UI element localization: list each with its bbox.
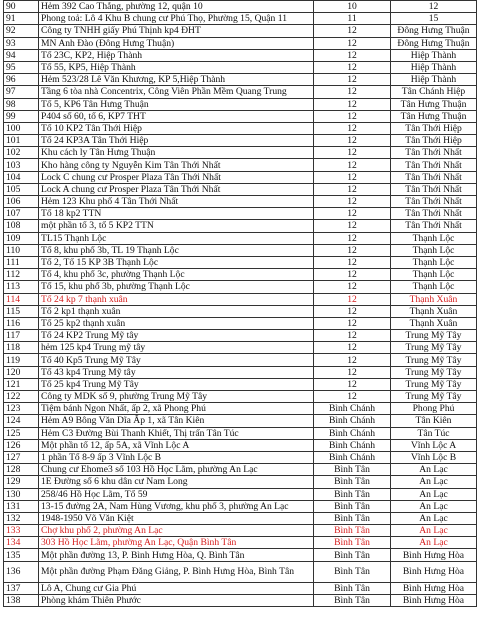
table-row xyxy=(4,147,477,159)
table-row xyxy=(4,1,477,13)
row-number: 107 xyxy=(4,208,39,220)
table-row xyxy=(4,354,477,366)
row-address: Tổ 24 KP3A Tân Thới Hiệp xyxy=(39,135,314,147)
row-number: 110 xyxy=(4,244,39,256)
row-number: 103 xyxy=(4,159,39,171)
row-address: hẻm 125 kp4 Trung mỹ tây xyxy=(39,342,314,354)
row-number: 130 xyxy=(4,488,39,500)
row-ward: Thạnh Lộc xyxy=(391,281,477,293)
table-row xyxy=(4,549,477,561)
table-row xyxy=(4,293,477,305)
row-address: Lock C chung cư Prosper Plaza Tân Thới Nhất xyxy=(39,171,314,183)
row-number: 112 xyxy=(4,269,39,281)
row-number: 121 xyxy=(4,378,39,390)
row-number: 133 xyxy=(4,525,39,537)
row-district: 12 xyxy=(314,220,391,232)
row-ward: Tân Thới Nhất xyxy=(391,220,477,232)
row-number: 96 xyxy=(4,74,39,86)
row-address: Công ty TNHH giấy Phú Thịnh kp4 ĐHT xyxy=(39,25,314,37)
row-district: 12 xyxy=(314,159,391,171)
row-address: P404 số 60, tổ 6, KP7 THT xyxy=(39,110,314,122)
row-number: 104 xyxy=(4,171,39,183)
row-number: 132 xyxy=(4,512,39,524)
row-ward: Thạnh Lộc xyxy=(391,256,477,268)
row-ward: Tân Hưng Thuận xyxy=(391,98,477,110)
table-row xyxy=(4,305,477,317)
row-number: 126 xyxy=(4,439,39,451)
table-row xyxy=(4,159,477,171)
row-address: TL15 Thạnh Lộc xyxy=(39,232,314,244)
row-address: 303 Hồ Học Lãm, phường An Lạc, Quận Bình Tân xyxy=(39,537,314,549)
row-ward: Tân Thới Nhất xyxy=(391,171,477,183)
row-number: 100 xyxy=(4,122,39,134)
row-district: Bình Tân xyxy=(314,488,391,500)
row-district: 12 xyxy=(314,281,391,293)
row-address: 13-15 đường 2A, Nam Hùng Vương, khu phố 3, phường An Lạc xyxy=(39,500,314,512)
row-district: Bình Tân xyxy=(314,537,391,549)
row-address: 1948-1950 Võ Văn Kiệt xyxy=(39,512,314,524)
row-district: Bình Chánh xyxy=(314,439,391,451)
row-address: Hẻm 523/28 Lê Văn Khương, KP 5,Hiệp Thành xyxy=(39,74,314,86)
row-ward: Bình Hưng Hòa xyxy=(391,582,477,594)
row-address: Tổ 5, KP6 Tân Hưng Thuận xyxy=(39,98,314,110)
row-ward: An Lạc xyxy=(391,525,477,537)
row-number: 98 xyxy=(4,98,39,110)
row-number: 116 xyxy=(4,317,39,329)
row-district: 12 xyxy=(314,391,391,403)
row-ward: Tân Thới Nhất xyxy=(391,147,477,159)
location-table xyxy=(3,0,477,607)
row-district: 12 xyxy=(314,74,391,86)
row-ward: Vĩnh Lộc A xyxy=(391,439,477,451)
row-district: Bình Chánh xyxy=(314,451,391,463)
row-number: 91 xyxy=(4,13,39,25)
row-district: 12 xyxy=(314,378,391,390)
row-ward: Thạnh Xuân xyxy=(391,293,477,305)
table-row xyxy=(4,403,477,415)
row-address: Tổ 8, khu phố 3b, TL 19 Thạnh Lộc xyxy=(39,244,314,256)
row-number: 134 xyxy=(4,537,39,549)
row-ward: Thạnh Lộc xyxy=(391,269,477,281)
row-number: 99 xyxy=(4,110,39,122)
row-address: Tầng 6 tòa nhà Concentrix, Công Viên Phần Mềm Quang Trung xyxy=(39,86,314,98)
row-district: Bình Chánh xyxy=(314,415,391,427)
row-number: 94 xyxy=(4,49,39,61)
row-address: Tổ 15, khu phố 3b, phường Thạnh Lộc xyxy=(39,281,314,293)
row-address: Công ty MDK số 9, phường Trung Mỹ Tây xyxy=(39,391,314,403)
row-address: Tổ 43 kp4 Trung Mỹ tây xyxy=(39,366,314,378)
row-address: 1E Đường số 6 khu dân cư Nam Long xyxy=(39,476,314,488)
row-district: 12 xyxy=(314,208,391,220)
table-row xyxy=(4,537,477,549)
table-row xyxy=(4,500,477,512)
row-ward: Trung Mỹ Tây xyxy=(391,354,477,366)
row-district: 10 xyxy=(314,1,391,13)
row-ward: Thạnh Lộc xyxy=(391,244,477,256)
table-row xyxy=(4,525,477,537)
row-number: 102 xyxy=(4,147,39,159)
row-number: 105 xyxy=(4,183,39,195)
row-district: Bình Tân xyxy=(314,464,391,476)
table-row xyxy=(4,476,477,488)
row-district: 12 xyxy=(314,61,391,73)
row-address: 1 phần Tổ 8-9 ấp 3 Vĩnh Lộc B xyxy=(39,451,314,463)
row-ward: Tân Kiên xyxy=(391,415,477,427)
row-address: Tổ 18 kp2 TTN xyxy=(39,208,314,220)
row-ward: Bình Hưng Hòa xyxy=(391,549,477,561)
row-number: 125 xyxy=(4,427,39,439)
row-ward: Tân Thới Nhất xyxy=(391,183,477,195)
row-ward: Tân Hưng Thuận xyxy=(391,110,477,122)
row-ward: Hiệp Thành xyxy=(391,74,477,86)
row-ward: Tân Thới Nhất xyxy=(391,196,477,208)
table-row xyxy=(4,269,477,281)
table-row xyxy=(4,561,477,582)
row-address: Hẻm A9 Bông Văn Dĩa Ấp 1, xã Tân Kiên xyxy=(39,415,314,427)
row-ward: Tân Thới Nhất xyxy=(391,208,477,220)
row-address: Tổ 4, khu phố 3c, phường Thạnh Lộc xyxy=(39,269,314,281)
row-address: Tiệm bánh Ngon Nhất, ấp 2, xã Phong Phú xyxy=(39,403,314,415)
row-district: 12 xyxy=(314,293,391,305)
row-address: Tổ 23C, KP2, Hiệp Thành xyxy=(39,49,314,61)
row-ward: Hiệp Thành xyxy=(391,49,477,61)
row-address: Một phần tổ 12, ấp 5A, xã Vĩnh Lộc A xyxy=(39,439,314,451)
row-address: Chung cư Ehome3 số 103 Hồ Học Lãm, phường An Lạc xyxy=(39,464,314,476)
row-district: 12 xyxy=(314,110,391,122)
row-number: 131 xyxy=(4,500,39,512)
row-ward: 15 xyxy=(391,13,477,25)
row-ward: Hiệp Thành xyxy=(391,61,477,73)
row-ward: 12 xyxy=(391,1,477,13)
table-row xyxy=(4,110,477,122)
row-district: Bình Tân xyxy=(314,594,391,606)
row-ward: Tân Thới Nhất xyxy=(391,159,477,171)
row-number: 127 xyxy=(4,451,39,463)
row-district: Bình Chánh xyxy=(314,403,391,415)
row-address: MN Anh Đào (Đông Hưng Thuận) xyxy=(39,37,314,49)
table-row xyxy=(4,220,477,232)
row-ward: Trung Mỹ Tây xyxy=(391,330,477,342)
row-address: Hẻm C3 Đường Bùi Thanh Khiết, Thị trấn Tân Túc xyxy=(39,427,314,439)
row-ward: An Lạc xyxy=(391,488,477,500)
row-address: Một phần đường Phạm Đăng Giảng, P. Bình Hưng Hòa, Bình Tân xyxy=(39,561,314,582)
table-row xyxy=(4,330,477,342)
row-ward: Vĩnh Lộc B xyxy=(391,451,477,463)
row-address: Tổ 40 Kp5 Trung Mỹ Tây xyxy=(39,354,314,366)
row-ward: Đông Hưng Thuận xyxy=(391,25,477,37)
row-ward: Tân Chánh Hiệp xyxy=(391,86,477,98)
row-number: 101 xyxy=(4,135,39,147)
row-district: 12 xyxy=(314,183,391,195)
row-address: Kho hàng công ty Nguyễn Kim Tân Thới Nhất xyxy=(39,159,314,171)
row-district: 12 xyxy=(314,342,391,354)
row-number: 136 xyxy=(4,561,39,582)
row-district: Bình Tân xyxy=(314,582,391,594)
row-number: 118 xyxy=(4,342,39,354)
row-district: 12 xyxy=(314,122,391,134)
row-number: 129 xyxy=(4,476,39,488)
row-ward: Đông Hưng Thuận xyxy=(391,37,477,49)
row-number: 115 xyxy=(4,305,39,317)
row-number: 95 xyxy=(4,61,39,73)
row-number: 138 xyxy=(4,594,39,606)
table-row xyxy=(4,98,477,110)
table-row xyxy=(4,317,477,329)
row-district: 12 xyxy=(314,354,391,366)
table-row xyxy=(4,582,477,594)
table-row xyxy=(4,49,477,61)
table-row xyxy=(4,427,477,439)
row-district: 12 xyxy=(314,171,391,183)
row-ward: Tân Thới Hiệp xyxy=(391,122,477,134)
row-district: 12 xyxy=(314,269,391,281)
row-number: 122 xyxy=(4,391,39,403)
row-ward: Thạnh Xuân xyxy=(391,305,477,317)
row-ward: Bình Hưng Hòa xyxy=(391,561,477,582)
row-ward: Tân Túc xyxy=(391,427,477,439)
table-row xyxy=(4,244,477,256)
row-district: 11 xyxy=(314,13,391,25)
row-ward: Bình Hưng Hòa xyxy=(391,594,477,606)
row-district: 12 xyxy=(314,25,391,37)
row-address: Hẻm 123 Khu phố 4 Tân Thới Nhất xyxy=(39,196,314,208)
table-row xyxy=(4,25,477,37)
table-row xyxy=(4,196,477,208)
row-number: 90 xyxy=(4,1,39,13)
row-number: 106 xyxy=(4,196,39,208)
table-row xyxy=(4,451,477,463)
row-district: 12 xyxy=(314,232,391,244)
row-district: 12 xyxy=(314,147,391,159)
row-district: 12 xyxy=(314,135,391,147)
table-row xyxy=(4,232,477,244)
row-ward: Phong Phú xyxy=(391,403,477,415)
row-number: 123 xyxy=(4,403,39,415)
row-ward: An Lạc xyxy=(391,476,477,488)
row-address: Tổ 24 kp 7 thạnh xuân xyxy=(39,293,314,305)
row-district: 12 xyxy=(314,196,391,208)
row-address: Tổ 2, Tổ 15 KP 3B Thạnh Lộc xyxy=(39,256,314,268)
table-row xyxy=(4,391,477,403)
table-row xyxy=(4,208,477,220)
row-address: Một phần đường 13, P. Bình Hưng Hòa, Q. Bình Tân xyxy=(39,549,314,561)
row-district: Bình Tân xyxy=(314,549,391,561)
row-district: 12 xyxy=(314,86,391,98)
row-ward: Tân Thới Hiệp xyxy=(391,135,477,147)
table-row xyxy=(4,122,477,134)
row-ward: An Lạc xyxy=(391,464,477,476)
row-number: 108 xyxy=(4,220,39,232)
table-row xyxy=(4,135,477,147)
row-number: 97 xyxy=(4,86,39,98)
table-row xyxy=(4,488,477,500)
row-address: 258/46 Hồ Học Lãm, Tổ 59 xyxy=(39,488,314,500)
row-ward: Trung Mỹ Tây xyxy=(391,342,477,354)
row-ward: An Lạc xyxy=(391,537,477,549)
table-row xyxy=(4,13,477,25)
row-ward: Thạnh Lộc xyxy=(391,232,477,244)
row-ward: Trung Mỹ Tây xyxy=(391,391,477,403)
location-table-body xyxy=(4,1,477,607)
table-row xyxy=(4,439,477,451)
row-address: Lô A, Chung cư Gia Phú xyxy=(39,582,314,594)
row-district: 12 xyxy=(314,98,391,110)
table-row xyxy=(4,342,477,354)
row-address: Chợ khu phố 2, phường An Lạc xyxy=(39,525,314,537)
row-address: Lock A chung cư Prosper Plaza Tân Thới Nhất xyxy=(39,183,314,195)
row-number: 128 xyxy=(4,464,39,476)
table-row xyxy=(4,512,477,524)
row-address: Tổ 10 KP2 Tân Thới Hiệp xyxy=(39,122,314,134)
row-district: Bình Tân xyxy=(314,512,391,524)
table-row xyxy=(4,37,477,49)
row-address: Tổ 25 kp4 Trung Mỹ Tây xyxy=(39,378,314,390)
row-number: 111 xyxy=(4,256,39,268)
row-district: 12 xyxy=(314,366,391,378)
row-district: 12 xyxy=(314,330,391,342)
row-number: 92 xyxy=(4,25,39,37)
table-row xyxy=(4,366,477,378)
table-row xyxy=(4,281,477,293)
row-district: Bình Tân xyxy=(314,476,391,488)
row-district: 12 xyxy=(314,244,391,256)
row-number: 93 xyxy=(4,37,39,49)
row-ward: An Lạc xyxy=(391,500,477,512)
row-district: Bình Chánh xyxy=(314,427,391,439)
row-ward: Trung Mỹ Tây xyxy=(391,366,477,378)
row-address: Phong toả: Lô 4 Khu B chung cư Phú Thọ, Phường 15, Quận 11 xyxy=(39,13,314,25)
table-row xyxy=(4,415,477,427)
row-number: 137 xyxy=(4,582,39,594)
row-address: Hẻm 392 Cao Thắng, phường 12, quận 10 xyxy=(39,1,314,13)
table-row xyxy=(4,594,477,606)
row-ward: Trung Mỹ Tây xyxy=(391,378,477,390)
row-address: Tổ 25 kp2 thạnh xuân xyxy=(39,317,314,329)
row-address: một phần tổ 3, tổ 5 KP2 TTN xyxy=(39,220,314,232)
row-district: Bình Tân xyxy=(314,525,391,537)
row-number: 114 xyxy=(4,293,39,305)
row-number: 117 xyxy=(4,330,39,342)
row-address: Tổ 24 KP2 Trung Mỹ tây xyxy=(39,330,314,342)
row-address: Khu cách ly Tân Hưng Thuận xyxy=(39,147,314,159)
row-district: Bình Tân xyxy=(314,500,391,512)
row-number: 119 xyxy=(4,354,39,366)
row-number: 135 xyxy=(4,549,39,561)
row-ward: Thạnh Xuân xyxy=(391,317,477,329)
row-ward: An Lạc xyxy=(391,512,477,524)
row-number: 109 xyxy=(4,232,39,244)
table-row xyxy=(4,74,477,86)
row-address: Phòng khám Thiên Phước xyxy=(39,594,314,606)
table-row xyxy=(4,86,477,98)
table-row xyxy=(4,256,477,268)
row-number: 120 xyxy=(4,366,39,378)
row-district: 12 xyxy=(314,305,391,317)
row-number: 113 xyxy=(4,281,39,293)
row-address: Tổ 55, KP5, Hiệp Thành xyxy=(39,61,314,73)
row-district: 12 xyxy=(314,49,391,61)
table-row xyxy=(4,61,477,73)
row-address: Tổ 2 kp1 thạnh xuân xyxy=(39,305,314,317)
table-row xyxy=(4,183,477,195)
table-row xyxy=(4,171,477,183)
row-district: 12 xyxy=(314,317,391,329)
row-district: 12 xyxy=(314,37,391,49)
table-row xyxy=(4,378,477,390)
row-district: 12 xyxy=(314,256,391,268)
table-row xyxy=(4,464,477,476)
row-number: 124 xyxy=(4,415,39,427)
row-district: Bình Tân xyxy=(314,561,391,582)
